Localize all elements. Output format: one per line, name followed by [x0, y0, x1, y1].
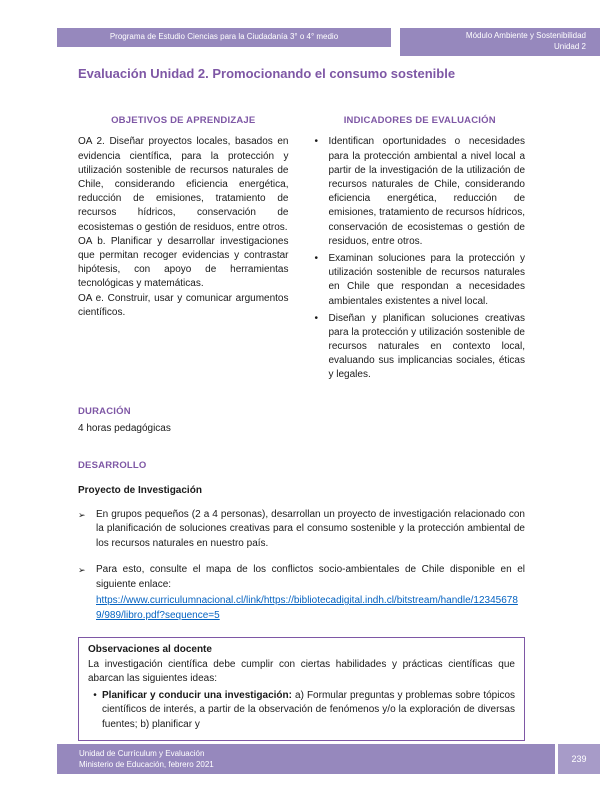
resource-link[interactable]: https://www.curriculumnacional.cl/link/https://bibliotecadigital.indh.cl/bitstream/handle/123456789/989/libro.pdf?sequence=5	[96, 595, 518, 621]
objective-paragraph: OA e. Construir, usar y comunicar argumentos científicos.	[78, 292, 289, 318]
arrow-bullet-icon: ➢	[78, 509, 86, 520]
indicators-column	[315, 114, 526, 386]
duration-text: 4 horas pedagógicas	[78, 422, 171, 434]
footer-bar	[57, 744, 555, 774]
observations-bullet-lead: Planificar y conducir una investigación:	[102, 689, 292, 701]
indicators-heading: INDICADORES DE EVALUACIÓN	[343, 115, 496, 126]
footer-line2: Ministerio de Educación, febrero 2021	[79, 760, 214, 769]
indicator-text: Diseñan y planifican soluciones creativas para la protección y utilización sostenible de recursos naturales en contexto local, evaluando sus implicancias sociales, éticas y legales.	[328, 312, 525, 381]
bullet-icon: •	[93, 689, 97, 701]
development-item-body	[96, 563, 525, 623]
indicator-text: Examinan soluciones para la protección y utilización sostenible de recursos naturales en Chile que respondan a necesidades ambientales existentes a nivel local.	[328, 252, 525, 307]
indicators-list	[315, 135, 526, 382]
header-left-bar	[57, 28, 391, 47]
bullet-icon: •	[314, 252, 319, 264]
page-content	[78, 66, 525, 741]
indicator-text: Identifican oportunidades o necesidades para la protección ambiental a nivel local a partir de la investigación de la utilización de recursos naturales de Chile, considerando eficiencia energética, reducción de emisiones, tratamiento de recursos hídricos, conservación de ecosistemas o gestión de residuos, entre otros.	[328, 136, 525, 247]
duration-heading: DURACIÓN	[78, 405, 131, 417]
development-item	[78, 563, 525, 623]
objective-paragraph: OA b. Planificar y desarrollar investigaciones que permitan recoger evidencias y contrastar hipótesis, con apoyo de herramientas tecnológicas y matemáticas.	[78, 235, 289, 290]
observations-bullet-text	[102, 689, 515, 733]
page-footer	[57, 744, 600, 774]
objectives-column	[78, 114, 289, 386]
observations-title: Observaciones al docente	[88, 644, 212, 656]
objective-paragraph: OA 2. Diseñar proyectos locales, basados en evidencia científica, para la protección y utilización sostenible de recursos naturales de Chile, considerando eficiencia energética, reducción de emisiones, tratamiento de recursos hídricos, conservación de ecosistemas o gestión de residuos, entre otros.	[78, 136, 289, 233]
header-right-bar	[400, 28, 600, 56]
teacher-observations-box	[78, 637, 525, 741]
page-number: 239	[558, 744, 600, 774]
objectives-heading: OBJETIVOS DE APRENDIZAJE	[111, 115, 256, 126]
indicator-item	[315, 312, 526, 383]
observations-bullet-rest: a) Formular preguntas y problemas sobre tópicos científicos de interés, a partir de la observación de fenómenos y/o la exploración de diversas fuentes; b) planificar y	[102, 689, 516, 730]
development-item-body	[96, 508, 525, 552]
footer-line1: Unidad de Currículum y Evaluación	[79, 748, 205, 758]
indicator-item	[315, 135, 526, 249]
objectives-indicators-section	[78, 114, 525, 386]
header-right-unit: Unidad 2	[553, 42, 586, 51]
bullet-icon: •	[314, 136, 319, 148]
indicator-item	[315, 252, 526, 309]
header-left-text: Programa de Estudio Ciencias para la Ciudadanía 3° o 4° medio	[109, 32, 339, 42]
development-item	[78, 508, 525, 552]
development-item-text: En grupos pequeños (2 a 4 personas), desarrollan un proyecto de investigación relacionado con la planificación de soluciones creativas para el consumo sostenible y la protección ambiental de los recursos naturales en nuestro país.	[96, 508, 525, 549]
arrow-bullet-icon: ➢	[78, 565, 86, 576]
observations-bullet	[88, 689, 515, 733]
bullet-icon: •	[314, 312, 319, 324]
project-subtitle: Proyecto de Investigación	[78, 484, 202, 496]
development-heading: DESARROLLO	[78, 459, 147, 471]
observations-intro: La investigación científica debe cumplir con ciertas habilidades y prácticas científicas que abarcan las siguientes ideas:	[88, 658, 515, 685]
header-right-module: Módulo Ambiente y Sostenibilidad	[465, 31, 586, 41]
page-title: Evaluación Unidad 2. Promocionando el consumo sostenible	[78, 66, 456, 81]
development-item-text: Para esto, consulte el mapa de los conflictos socio-ambientales de Chile disponible en el siguiente enlace:	[96, 564, 525, 590]
